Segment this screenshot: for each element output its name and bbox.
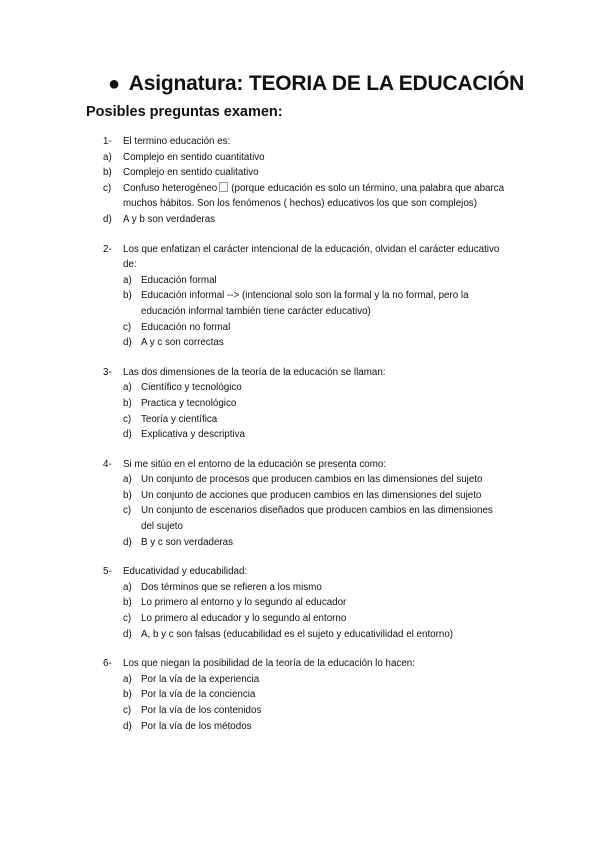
option-text — [123, 150, 265, 166]
option-segment: muchos hábitos. Son los fenómenos ( hechos) educativos los que son complejos) — [123, 198, 477, 210]
option-text — [141, 580, 322, 596]
option-text — [141, 320, 230, 336]
option-line — [0, 412, 600, 428]
option-segment: Un conjunto de escenarios diseñados que producen cambios en las dimensiones — [141, 505, 493, 517]
option-text — [141, 719, 252, 735]
option-line — [0, 396, 600, 412]
option-line — [0, 427, 600, 443]
option-text — [141, 412, 217, 428]
option-segment: Educación no formal — [141, 321, 231, 333]
option-text — [141, 672, 259, 688]
option-line — [0, 519, 600, 535]
page-subtitle: Posibles preguntas examen: — [86, 104, 283, 120]
question-number: 2- — [103, 243, 112, 255]
option-segment: A, b y c son falsas (educabilidad es el sujeto y educativilidad el entorno) — [141, 628, 454, 640]
option-segment: Por la vía de la experiencia — [141, 673, 260, 685]
question-line — [0, 257, 600, 273]
option-text — [141, 627, 453, 643]
question-number: 1- — [103, 136, 112, 147]
option-segment: Lo primero al entorno y lo segundo al educador — [141, 597, 347, 609]
option-text — [123, 196, 477, 212]
option-segment: Científico y tecnológico — [141, 382, 242, 394]
option-segment: Complejo en sentido cualitativo — [123, 167, 259, 179]
option-letter: d) — [123, 720, 132, 732]
option-letter: d) — [123, 536, 132, 548]
option-letter: b) — [123, 689, 132, 701]
question-text: Las dos dimensiones de la teoría de la educación se llaman: — [123, 366, 386, 378]
question-number: 6- — [103, 658, 112, 670]
question-number: 4- — [103, 458, 112, 470]
question-2 — [0, 242, 600, 351]
option-segment: Dos términos que se refieren a los mismo — [141, 581, 322, 593]
option-segment: Por la vía de los métodos — [141, 720, 252, 732]
option-line — [0, 672, 600, 688]
option-line — [0, 165, 600, 181]
option-text — [141, 488, 481, 504]
option-line — [0, 703, 600, 719]
option-segment: Practica y tecnológico — [141, 397, 237, 409]
question-number: 5- — [103, 566, 112, 578]
question-6 — [0, 656, 600, 734]
option-segment: Complejo en sentido cuantitativo — [123, 151, 265, 163]
option-line — [0, 181, 600, 197]
option-line — [0, 212, 600, 228]
option-letter: d) — [123, 429, 132, 441]
option-line — [0, 627, 600, 643]
bullet-icon: ● — [108, 73, 120, 95]
option-line — [0, 273, 600, 289]
option-letter: b) — [123, 290, 132, 302]
option-line — [0, 196, 600, 212]
option-segment: educación informal también tiene carácter educativo) — [141, 305, 371, 317]
option-text — [141, 519, 183, 535]
option-text — [141, 396, 236, 412]
option-line — [0, 320, 600, 336]
option-line — [0, 611, 600, 627]
question-text: Los que niegan la posibilidad de la teoría de la educación lo hacen: — [123, 658, 415, 670]
option-line — [0, 580, 600, 596]
question-line — [0, 365, 600, 381]
question-1 — [0, 134, 600, 228]
option-letter: b) — [123, 597, 132, 609]
option-segment: Teoría y científica — [141, 413, 218, 425]
question-text: El termino educación es: — [123, 136, 231, 147]
question-number: 3- — [103, 366, 112, 378]
option-text — [123, 181, 504, 197]
option-text — [141, 380, 242, 396]
question-text: Educatividad y educabilidad: — [123, 566, 248, 578]
option-letter: c) — [123, 705, 132, 716]
question-text: Los que enfatizan el carácter intencional de la educación, olvidan el carácter educativo — [123, 243, 500, 255]
option-line — [0, 304, 600, 320]
option-letter: b) — [123, 397, 132, 409]
option-letter: c) — [123, 505, 132, 517]
option-letter: a) — [123, 474, 132, 486]
option-letter: a) — [123, 274, 132, 286]
option-segment: Lo primero al educador y lo segundo al entorno — [141, 613, 347, 625]
question-text: de: — [123, 259, 137, 271]
option-letter: c) — [103, 182, 112, 194]
option-letter: a) — [123, 581, 132, 593]
option-text — [141, 472, 482, 488]
option-text — [123, 212, 215, 228]
option-segment: Educación formal — [141, 274, 217, 286]
question-3 — [0, 365, 600, 443]
option-letter: b) — [103, 167, 112, 179]
option-text — [141, 703, 261, 719]
option-letter: c) — [123, 321, 132, 333]
option-segment: Confuso heterogéneo — [123, 182, 218, 194]
question-4 — [0, 457, 600, 551]
option-segment: Explicativa y descriptiva — [141, 429, 245, 441]
option-segment: Por la vía de los contenidos — [141, 705, 262, 716]
page-title — [108, 72, 578, 96]
option-letter: a) — [123, 673, 132, 685]
option-text — [141, 288, 469, 304]
option-text — [141, 427, 245, 443]
option-letter: d) — [123, 628, 132, 640]
option-segment: A y b son verdaderas — [123, 213, 216, 225]
option-line — [0, 335, 600, 351]
option-letter: b) — [123, 489, 132, 501]
option-line — [0, 380, 600, 396]
option-line — [0, 488, 600, 504]
question-line — [0, 457, 600, 473]
option-segment: (porque educación es solo un término, una palabra que abarca — [231, 182, 505, 194]
option-text — [141, 535, 233, 551]
option-line — [0, 595, 600, 611]
option-segment: Un conjunto de procesos que producen cambios en las dimensiones del sujeto — [141, 474, 483, 486]
option-segment: Por la vía de la conciencia — [141, 689, 256, 701]
title-text: Asignatura: TEORIA DE LA EDUCACIÓN — [128, 72, 525, 95]
option-text — [141, 503, 493, 519]
option-text — [141, 687, 255, 703]
option-text — [141, 335, 224, 351]
option-text — [141, 304, 371, 320]
option-segment: B y c son verdaderas — [141, 536, 234, 548]
question-line — [0, 564, 600, 580]
option-letter: d) — [103, 213, 112, 225]
question-text: Si me sitúo en el entorno de la educación se presenta como: — [123, 458, 387, 470]
question-line — [0, 134, 600, 150]
option-segment: Un conjunto de acciones que producen cambios en las dimensiones del sujeto — [141, 489, 482, 501]
option-line — [0, 150, 600, 166]
option-segment: del sujeto — [141, 521, 183, 533]
option-letter: c) — [123, 613, 132, 625]
option-letter: c) — [123, 413, 132, 425]
option-letter: a) — [123, 382, 132, 394]
option-segment: A y c son correctas — [141, 337, 224, 349]
option-line — [0, 503, 600, 519]
option-line — [0, 687, 600, 703]
missing-glyph-icon — [219, 182, 228, 192]
option-text — [123, 165, 259, 181]
option-text — [141, 595, 346, 611]
question-line — [0, 656, 600, 672]
option-text — [141, 273, 217, 289]
option-letter: a) — [103, 151, 112, 163]
option-line — [0, 535, 600, 551]
option-line — [0, 719, 600, 735]
question-line — [0, 242, 600, 258]
question-5 — [0, 564, 600, 642]
question-list — [0, 134, 600, 748]
option-line — [0, 288, 600, 304]
option-text — [141, 611, 346, 627]
option-segment: Educación informal --> (intencional solo son la formal y la no formal, pero la — [141, 290, 469, 302]
option-line — [0, 472, 600, 488]
option-letter: d) — [123, 337, 132, 349]
